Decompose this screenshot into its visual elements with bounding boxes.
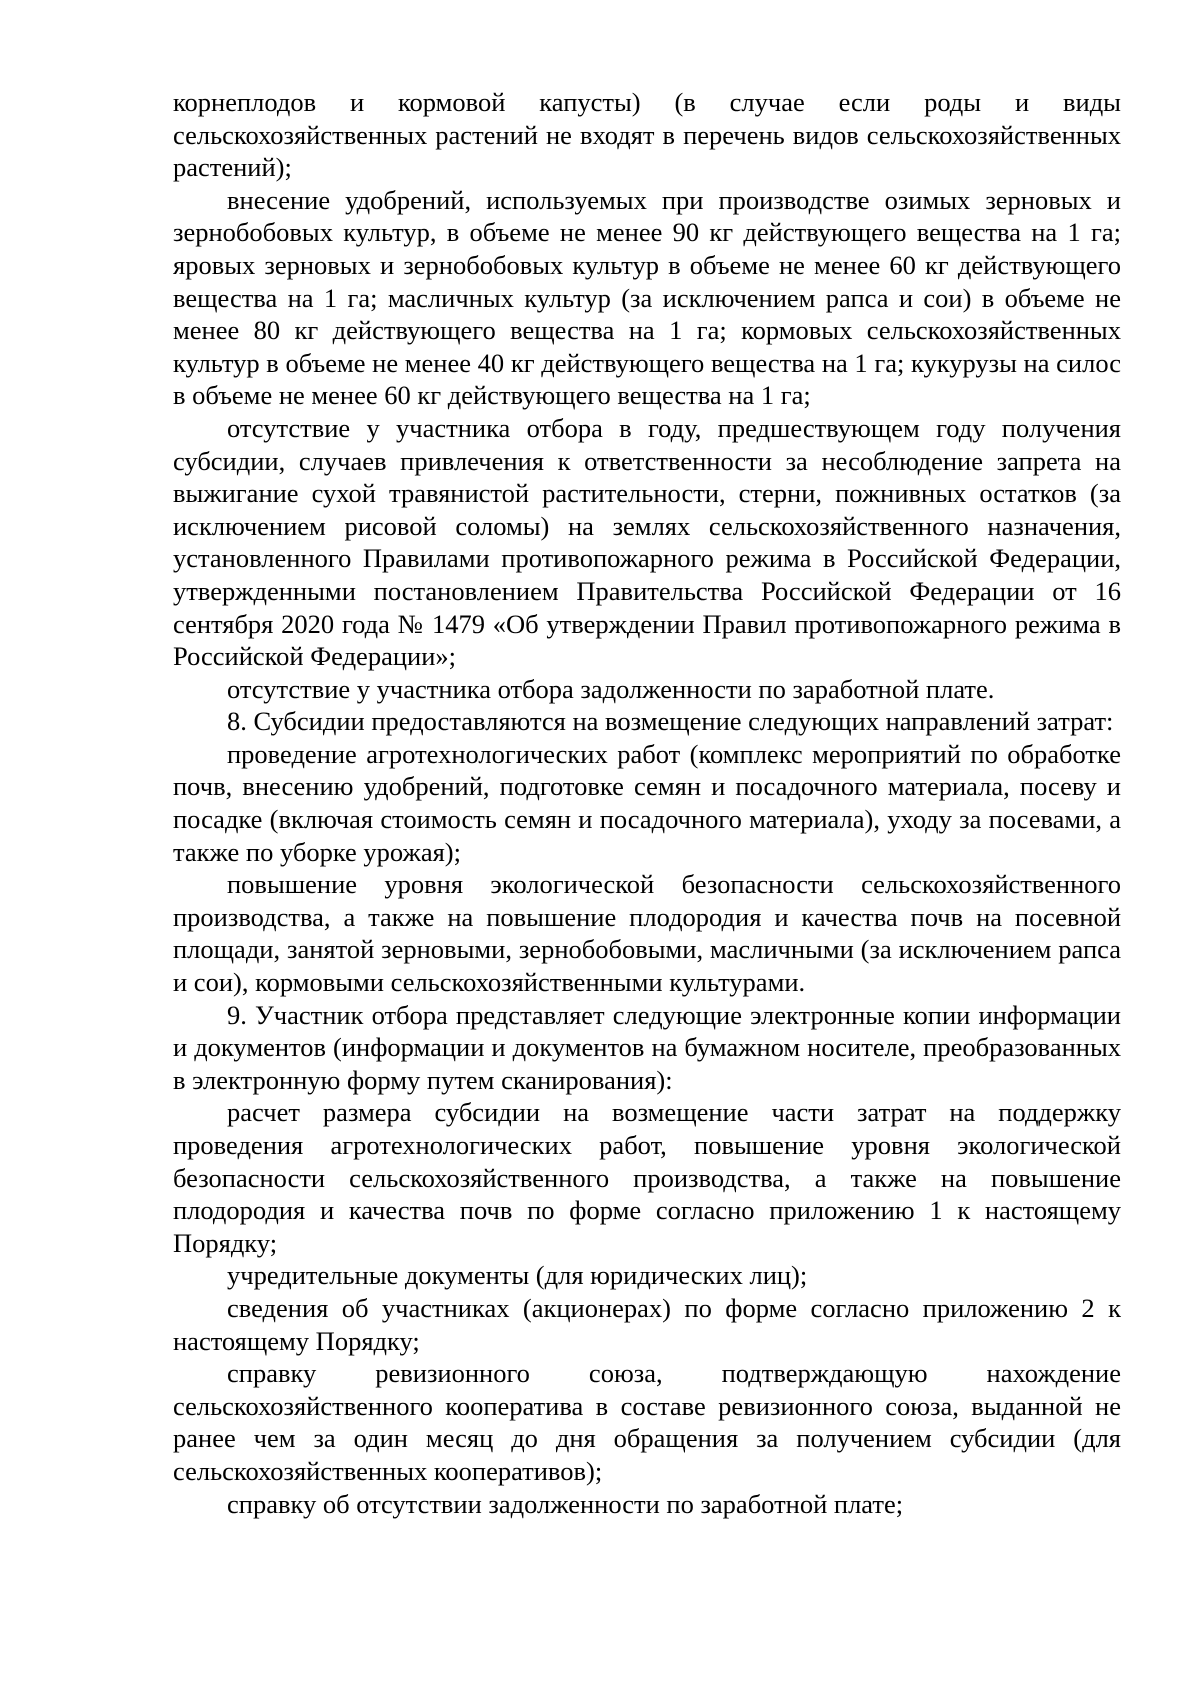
paragraph-ecological-safety: повышение уровня экологической безопасности сельскохозяйственного производства, а также на повышение плодородия и качества почв на посевной площади, занятой зерновыми, зернобобовыми, масличными (за исключением рапса и сои), кормовыми сельскохозяйственными культурами. xyxy=(173,869,1121,998)
paragraph-subsidy-calculation: расчет размера субсидии на возмещение части затрат на поддержку проведения агротехнологических работ, повышение уровня экологической безопасности сельскохозяйственного производства, а также на повышение плодородия и качества почв по форме согласно приложению 1 к настоящему Порядку; xyxy=(173,1097,1121,1258)
paragraph-audit-union-certificate: справку ревизионного союза, подтверждающую нахождение сельскохозяйственного кооператива в составе ревизионного союза, выданной не ранее чем за один месяц до дня обращения за получением субсидии (для сельскохозяйственных кооперативов); xyxy=(173,1358,1121,1486)
paragraph-section-9: 9. Участник отбора представляет следующие электронные копии информации и документов (информации и документов на бумажном носителе, преобразованных в электронную форму путем сканирования): xyxy=(173,999,1121,1095)
paragraph-continuation: корнеплодов и кормовой капусты) (в случае если роды и виды сельскохозяйственных растений не входят в перечень видов сельскохозяйственных растений); xyxy=(173,87,1121,183)
paragraph-shareholders-info: сведения об участниках (акционерах) по форме согласно приложению 2 к настоящему Порядку; xyxy=(173,1292,1121,1356)
paragraph-wage-debt-certificate: справку об отсутствии задолженности по заработной плате; xyxy=(227,1488,904,1519)
document-body xyxy=(173,86,1121,1520)
paragraph-section-8: 8. Субсидии предоставляются на возмещение следующих направлений затрат: xyxy=(227,706,1114,737)
paragraph-fertilizer-application: внесение удобрений, используемых при производстве озимых зерновых и зернобобовых культур, в объеме не менее 90 кг действующего вещества на 1 га; яровых зерновых и зернобобовых культур в объеме не менее 60 кг действующего вещества на 1 га; масличных культур (за исключением рапса и сои) в объеме не менее 80 кг действующего вещества на 1 га; кормовых сельскохозяйственных культур в объеме не менее 40 кг действующего вещества на 1 га; кукурузы на силос в объеме не менее 60 кг действующего вещества на 1 га; xyxy=(173,184,1121,411)
paragraph-no-wage-debt: отсутствие у участника отбора задолженности по заработной плате. xyxy=(227,673,995,704)
paragraph-founding-documents: учредительные документы (для юридических лиц); xyxy=(227,1260,808,1291)
paragraph-no-burning-violations: отсутствие у участника отбора в году, предшествующем году получения субсидии, случаев привлечения к ответственности за несоблюдение запрета на выжигание сухой травянистой растительности, стерни, пожнивных остатков (за исключением рисовой соломы) на землях сельскохозяйственного назначения, установленного Правилами противопожарного режима в Российской Федерации, утвержденными постановлением Правительства Российской Федерации от 16 сентября 2020 года № 1479 «Об утверждении Правил противопожарного режима в Российской Федерации»; xyxy=(173,412,1121,672)
paragraph-agrotech-works: проведение агротехнологических работ (комплекс мероприятий по обработке почв, внесению удобрений, подготовке семян и посадочного материала, посеву и посадке (включая стоимость семян и посадочного материала), уходу за посевами, а также по уборке урожая); xyxy=(173,738,1121,867)
